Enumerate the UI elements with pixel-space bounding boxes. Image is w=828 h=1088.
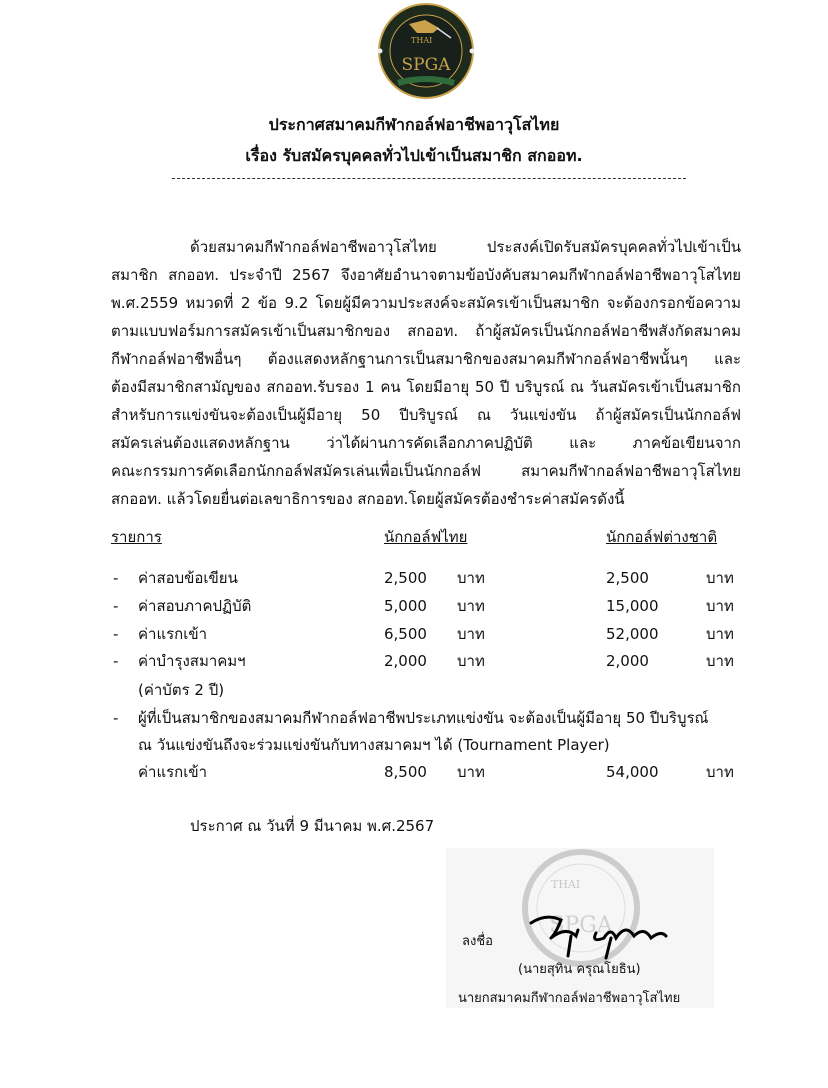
- announcement-subject: เรื่อง รับสมัครบุคคลทั่วไปเข้าเป็นสมาชิก สกออท.: [245, 146, 583, 165]
- announcement-title: ประกาศสมาคมกีฬากอล์ฟอาชีพอาวุโสไทย: [268, 115, 560, 134]
- tournament-foreign-fee: 54,000: [606, 763, 659, 781]
- currency: บาท: [706, 569, 734, 587]
- signatory-name: (นายสุทิน ครุณโยธิน): [518, 962, 641, 977]
- bullet: -: [113, 597, 119, 615]
- foreign-fee: 15,000: [606, 597, 659, 615]
- tournament-item: ค่าแรกเข้า: [138, 763, 208, 781]
- currency: บาท: [457, 569, 485, 587]
- body-line: สมัครเล่นต้องแสดงหลักฐาน ว่าได้ผ่านการคัดเลือกภาคปฏิบัติ และ ภาคข้อเขียนจาก: [111, 434, 741, 452]
- card-note: (ค่าบัตร 2 ปี): [138, 681, 225, 699]
- currency: บาท: [706, 597, 734, 615]
- currency: บาท: [457, 652, 485, 670]
- body-line: คณะกรรมการคัดเลือกนักกอล์ฟสมัครเล่นเพื่อเป็นนักกอล์ฟ สมาคมกีฬากอล์ฟอาชีพอาวุโสไทย: [111, 462, 741, 480]
- body-line: สมาชิก สกออท. ประจำปี 2567 จึงอาศัยอำนาจตามข้อบังคับสมาคมกีฬากอล์ฟอาชีพอาวุโสไทย: [111, 266, 741, 284]
- currency: บาท: [457, 625, 485, 643]
- body-line: สำหรับการแข่งขันจะต้องเป็นผู้มีอายุ 50 ปีบริบูรณ์ ณ วันแข่งขัน ถ้าผู้สมัครเป็นนักกอล์ฟ: [111, 406, 741, 424]
- thai-fee: 6,500: [384, 625, 427, 643]
- currency: บาท: [457, 763, 485, 781]
- header-thai: นักกอล์ฟไทย: [384, 528, 468, 546]
- signature-label: ลงชื่อ: [462, 934, 493, 949]
- body-line: สกออท. แล้วโดยยื่นต่อเลขาธิการของ สกออท.โดยผู้สมัครต้องชำระค่าสมัครดังนี้: [111, 490, 625, 508]
- bullet: -: [113, 625, 119, 643]
- body-line: พ.ศ.2559 หมวดที่ 2 ข้อ 9.2 โดยผู้มีความประสงค์จะสมัครเข้าเป็นสมาชิก จะต้องกรอกข้อความ: [111, 294, 741, 312]
- thai-fee: 2,500: [384, 569, 427, 587]
- body-line: ด้วยสมาคมกีฬากอล์ฟอาชีพอาวุโสไทย ประสงค์เปิดรับสมัครบุคคลทั่วไปเข้าเป็น: [190, 238, 741, 256]
- bullet: -: [113, 652, 119, 670]
- tournament-thai-fee: 8,500: [384, 763, 427, 781]
- logo-text-thai: THAI: [411, 36, 433, 45]
- currency: บาท: [706, 763, 734, 781]
- currency: บาท: [457, 597, 485, 615]
- thai-fee: 2,000: [384, 652, 427, 670]
- fee-item: ค่าสอบข้อเขียน: [138, 569, 238, 587]
- foreign-fee: 2,500: [606, 569, 649, 587]
- thai-fee: 5,000: [384, 597, 427, 615]
- fee-item: ค่าบำรุงสมาคมฯ: [138, 652, 246, 670]
- header-foreign: นักกอล์ฟต่างชาติ: [606, 528, 718, 546]
- bullet: -: [113, 569, 119, 587]
- announce-date: ประกาศ ณ วันที่ 9 มีนาคม พ.ศ.2567: [190, 817, 435, 835]
- fee-item: ค่าแรกเข้า: [138, 625, 208, 643]
- tournament-line: ณ วันแข่งขันถึงจะร่วมแข่งขันกับทางสมาคมฯ ได้ (Tournament Player): [138, 736, 610, 754]
- body-line: ตามแบบฟอร์มการสมัครเข้าเป็นสมาชิกของ สกออท. ถ้าผู้สมัครเป็นนักกอล์ฟอาชีพสังกัดสมาคม: [111, 322, 741, 340]
- body-line: กีฬากอล์ฟอาชีพอื่นๆ ต้องแสดงหลักฐานการเป็นสมาชิกของสมาคมกีฬากอล์ฟอาชีพนั้นๆ และ: [111, 350, 741, 368]
- foreign-fee: 2,000: [606, 652, 649, 670]
- currency: บาท: [706, 625, 734, 643]
- fee-item: ค่าสอบภาคปฏิบัติ: [138, 597, 252, 615]
- spga-logo: [373, 2, 479, 100]
- body-line: ต้องมีสมาชิกสามัญของ สกออท.รับรอง 1 คน โดยมีอายุ 50 ปี บริบูรณ์ ณ วันสมัครเข้าเป็นสมาชิก: [111, 378, 741, 396]
- currency: บาท: [706, 652, 734, 670]
- stamp-text-spga: SPGA: [549, 913, 613, 938]
- tournament-line: ผู้ที่เป็นสมาชิกของสมาคมกีฬากอล์ฟอาชีพประเภทแข่งขัน จะต้องเป็นผู้มีอายุ 50 ปีบริบูรณ์: [138, 709, 709, 727]
- divider: [172, 178, 686, 179]
- foreign-fee: 52,000: [606, 625, 659, 643]
- logo-text-spga: SPGA: [401, 55, 451, 75]
- header-item: รายการ: [111, 528, 162, 546]
- bullet: -: [113, 709, 119, 727]
- signature-block: [446, 848, 714, 1008]
- signatory-position: นายกสมาคมกีฬากอล์ฟอาชีพอาวุโสไทย: [458, 991, 681, 1006]
- stamp-text-thai: THAI: [551, 878, 581, 891]
